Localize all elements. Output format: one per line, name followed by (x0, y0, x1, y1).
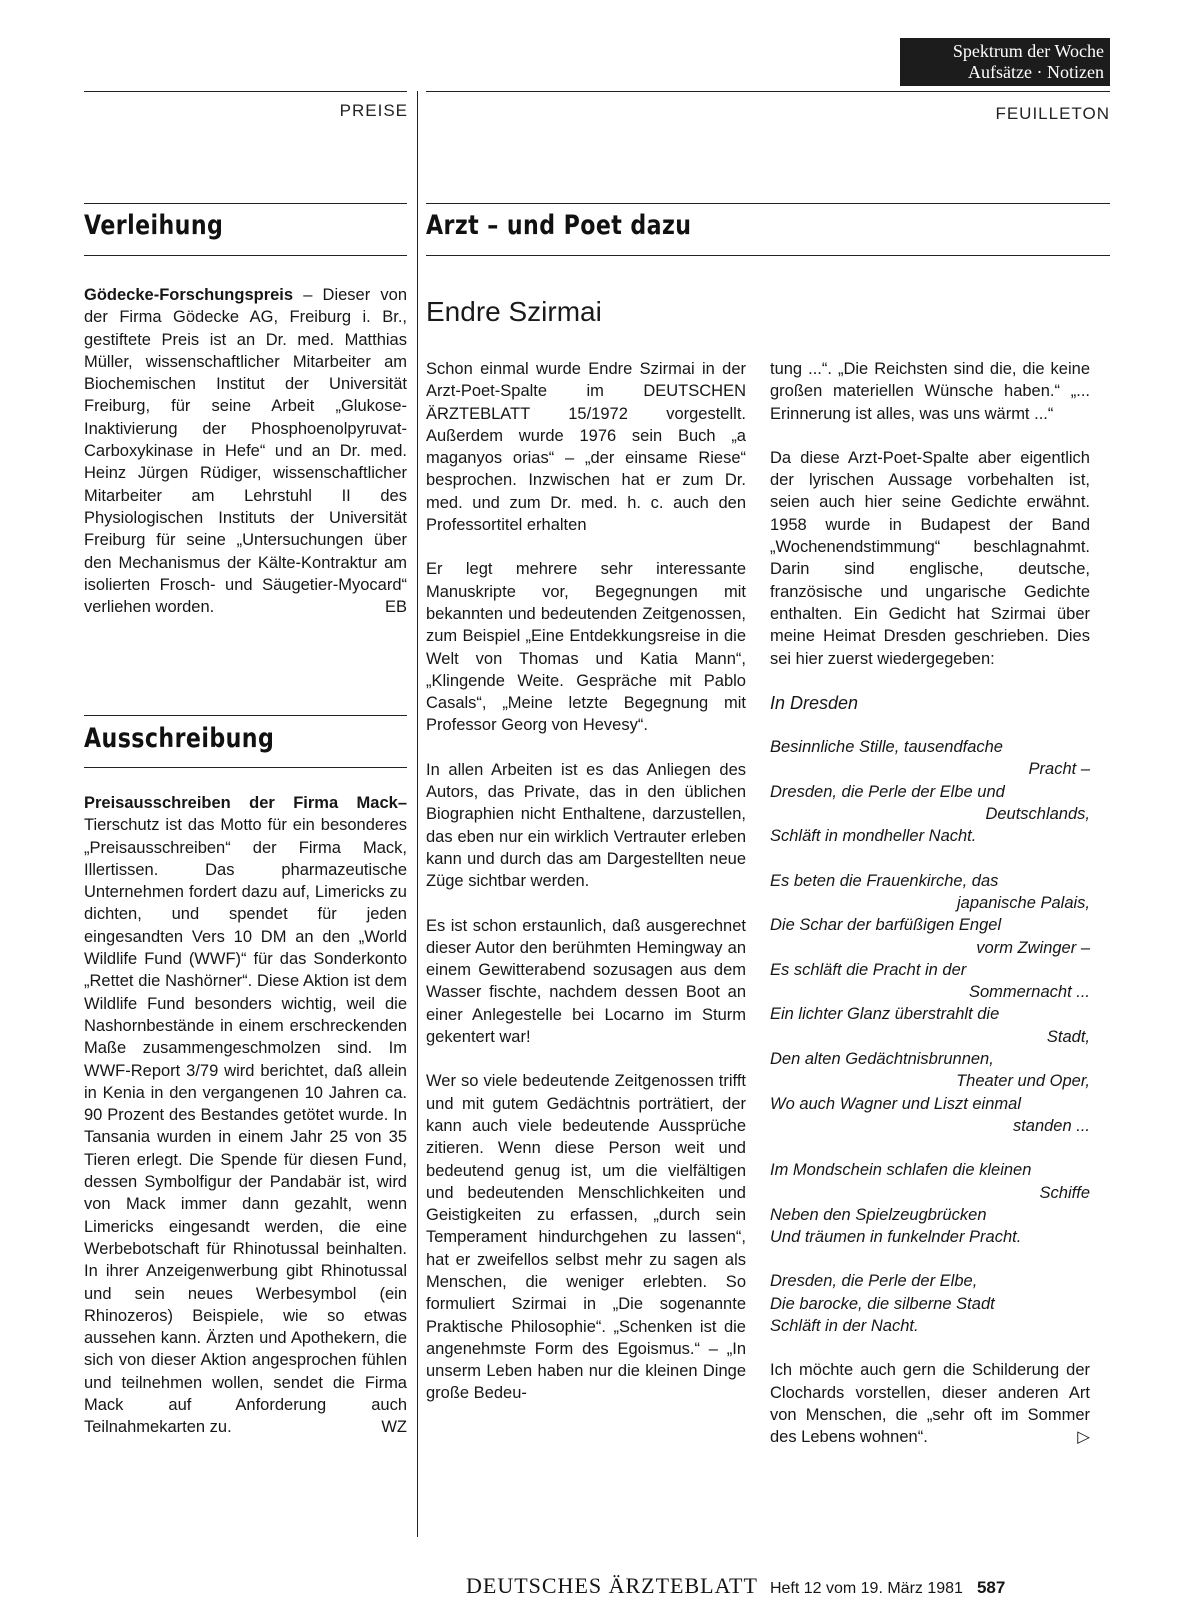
ausschreibung-rule-top (84, 715, 407, 716)
poem-line: Im Mondschein schlafen die kleinen (770, 1161, 1032, 1180)
article-headline: Arzt – und Poet dazu (426, 210, 692, 241)
article-paragraph: Da diese Arzt-Poet-Spalte aber eigentlich der lyrischen Aussage vorbehalten ist, seien auch hier seine Gedichte erwähnt. 1958 wurde in Budapest der Band „Wochenendstimmung“ beschlagnahmt. Darin sind englische, deutsche, französische und ungarische Gedichte enthalten. Ein Gedicht hat Szirmai über meine Heimat Dresden geschrieben. Dies sei hier zuerst wiedergegeben: (770, 448, 1090, 668)
column-divider (417, 91, 418, 1537)
poem-line: Es schläft die Pracht in der (770, 960, 967, 979)
poem-line: Ein lichter Glanz überstrahlt die (770, 1005, 1000, 1024)
footer-issue: Heft 12 vom 19. März 1981 (769, 1580, 963, 1597)
footer-page-number: 587 (976, 1578, 1006, 1597)
poem (770, 736, 1090, 1337)
article-paragraph: Er legt mehrere sehr interessante Manuskripte vor, Begegnungen mit bekannten und bedeutenden Zeitgenossen, zum Beispiel „Eine Entdekkungsreise in die Welt von Thomas und Katia Mann“, „Klingende Weite. Gespräche mit Pablo Casals“, „Meine letzte Begegnung mit Professor Georg von Hevesy“. (426, 560, 746, 735)
verleihung-rule-bottom (84, 255, 407, 256)
article-paragraph: In allen Arbeiten ist es das Anliegen des Autors, das Private, das in den üblichen Biographien nicht Enthaltene, darzustellen, das eben nur ein wirklich Vertrauter erleben kann und durch das am Dargestellten neue Züge sichtbar werden. (426, 760, 746, 891)
poem-line: Es beten die Frauenkirche, das (770, 871, 999, 890)
article-author: Endre Szirmai (426, 296, 602, 327)
verleihung-rule-top (84, 203, 407, 204)
verleihung-lead: Gödecke-Forschungspreis (84, 286, 294, 304)
footer-journal: DEUTSCHES ÄRZTEBLATT (466, 1573, 758, 1598)
continue-arrow-icon: ▷ (1077, 1428, 1090, 1447)
ausschreibung-signature: WZ (381, 1418, 407, 1437)
poem-stanza (770, 1270, 1090, 1337)
left-section-label: PREISE (339, 101, 408, 120)
verleihung-heading: Verleihung (84, 210, 224, 241)
poem-line: Und träumen in funkelnder Pracht. (770, 1228, 1022, 1247)
poem-line: Neben den Spielzeugbrücken (770, 1205, 987, 1224)
verleihung-body: – Dieser von der Firma Gödecke AG, Freiburg i. Br., gestiftete Preis ist an Dr. med. Matthias Müller, wissenschaftlicher Mitarbeiter am Biochemischen Institut der Universität Freiburg, für seine Arbeit „Glukose-Inaktivierung der Phosphoenolpyruvat-Carboxykinase in Hefe“ und an Dr. med. Heinz Jürgen Rüdiger, wissenschaftlicher Mitarbeiter am Lehrstuhl II des Physiologischen Instituts der Universität Freiburg für seine „Untersuchungen über den Mechanismus der Kälte-Kontraktur am isolierten Frosch- und Säugetier-Myocard“ verliehen worden. (84, 286, 407, 617)
poem-line: Schläft in der Nacht. (770, 1316, 919, 1335)
article-rule-top (426, 203, 1110, 204)
ausschreibung-text (84, 792, 407, 1439)
poem-line: Besinnliche Stille, tausendfache (770, 738, 1003, 757)
right-section-label: FEUILLETON (995, 104, 1110, 123)
article-paragraph: tung ...“. „Die Reichsten sind die, die keine großen materiellen Wünsche haben.“ „... Erinnerung ist alles, was uns wärmt ...“ (770, 360, 1090, 423)
poem-line-wrap: Sommernacht ... (968, 983, 1090, 1002)
article-closing: Ich möchte auch gern die Schilderung der Clochards vorstellen, dieser anderen Art von Menschen, die „sehr oft im Sommer des Lebens wohnen“. (770, 1361, 1090, 1447)
poem-line-wrap: Deutschlands, (985, 805, 1090, 824)
article-column-2 (770, 358, 1090, 1448)
poem-line: Die barocke, die silberne Stadt (770, 1294, 995, 1313)
badge-line-1: Spektrum der Woche (952, 41, 1104, 61)
top-rule-right (426, 91, 1110, 92)
poem-line-wrap: standen ... (1012, 1116, 1090, 1135)
ausschreibung-rule-bottom (84, 767, 407, 768)
poem-line-wrap: Stadt, (1046, 1027, 1090, 1046)
poem-line-wrap: Pracht – (1028, 760, 1090, 779)
article-paragraph: Schon einmal wurde Endre Szirmai in der Arzt-Poet-Spalte im DEUTSCHEN ÄRZTEBLATT 15/1972 vorgestellt. Außerdem wurde 1976 sein Buch „a maganyos orias“ – „der einsame Riese“ besprochen. Inzwischen hat er zum Dr. med. und zum Dr. med. h. c. auch den Professortitel erhalten (426, 360, 746, 535)
top-rule-left (84, 91, 407, 92)
poem-line-wrap: Theater und Oper, (956, 1072, 1090, 1091)
verleihung-signature: EB (384, 598, 407, 617)
poem-stanza (770, 736, 1090, 847)
poem-line: Den alten Gedächtnisbrunnen, (770, 1050, 994, 1069)
ausschreibung-lead: Preisausschreiben der Firma Mack– (84, 794, 407, 812)
poem-line: Dresden, die Perle der Elbe, (770, 1272, 978, 1291)
poem-stanza (770, 870, 1090, 1138)
poem-line: Schläft in mondheller Nacht. (770, 827, 977, 846)
poem-line-wrap: japanische Palais, (957, 893, 1090, 912)
poem-line: Wo auch Wagner und Liszt einmal (770, 1094, 1021, 1113)
verleihung-text (84, 284, 407, 618)
poem-line: Dresden, die Perle der Elbe und (770, 782, 1005, 801)
poem-title: In Dresden (770, 692, 859, 713)
article-rule-bottom (426, 255, 1110, 256)
poem-line-wrap: Schiffe (1039, 1183, 1090, 1202)
article-paragraph: Wer so viele bedeutende Zeitgenossen trifft und mit gutem Gedächtnis porträtiert, der kann auch viele bedeutende Aussprüche zitieren. Wenn diese Person weit und bedeutend genug ist, um die vielfältigen und bedeutenden Menschlichkeiten und Geistigkeiten zu erfassen, „durch sein Temperament hindurchgehen zu lassen“, hat er zweifellos selbst mehr zu sagen als Menschen, die weniger erlebten. So formuliert Szirmai in „Die sogenannte Praktische Philosophie“. „Schenken ist die angenehmste Form des Egoismus.“ – „In unserm Leben haben nur die kleinen Dinge große Bedeu- (426, 1072, 746, 1403)
section-badge (900, 38, 1110, 86)
poem-line-wrap: vorm Zwinger – (976, 938, 1090, 957)
article-column-1 (426, 358, 746, 1405)
ausschreibung-body: Tierschutz ist das Motto für ein besonderes „Preisausschreiben“ der Firma Mack, Illertissen. Das pharmazeutische Unternehmen fordert dazu auf, Limericks zu dichten, und spendet für jeden eingesandten Vers 10 DM an den „World Wildlife Fund (WWF)“ für das Sonderkonto „Rettet die Nashörner“. Diese Aktion ist dem Wildlife Fund besonders wichtig, weil die Nashornbestände in einem erschreckenden Maße zusammengeschmolzen sind. Im WWF-Report 3/79 wird berichtet, daß allein in Kenia in den vergangenen 10 Jahren ca. 90 Prozent des Bestandes getötet wurde. In Tansania wurden in einem Jahr 25 von 35 Tieren erlegt. Die Spende für diesen Fund, dessen Symbolfigur der Pandabär ist, wird von Mack immer dann gezahlt, wenn Limericks eingesandt werden, die eine Werbebotschaft für Rhinotussal beinhalten. In ihrer Anzeigenwerbung gibt Rhinotussal und sein neues Werbesymbol (ein Rhinozeros) Beispiele, wie so etwas aussehen kann. Ärzten und Apothekern, die sich von dieser Aktion angesprochen fühlen und teilnehmen wollen, sendet die Firma Mack auf Anforderung auch Teilnahmekarten zu. (84, 816, 407, 1437)
badge-line-2: Aufsätze · Notizen (968, 62, 1104, 82)
article-paragraph: Es ist schon erstaunlich, daß ausgerechnet dieser Autor den berühmten Hemingway an einem Gewitterabend sozusagen aus dem Wasser fischte, nachdem dessen Boot an einer Anlegestelle bei Locarno im Sturm gekentert war! (426, 916, 746, 1047)
ausschreibung-heading: Ausschreibung (84, 723, 275, 754)
page-footer (466, 1573, 1005, 1599)
poem-stanza (770, 1159, 1090, 1248)
poem-line: Die Schar der barfüßigen Engel (770, 916, 1002, 935)
